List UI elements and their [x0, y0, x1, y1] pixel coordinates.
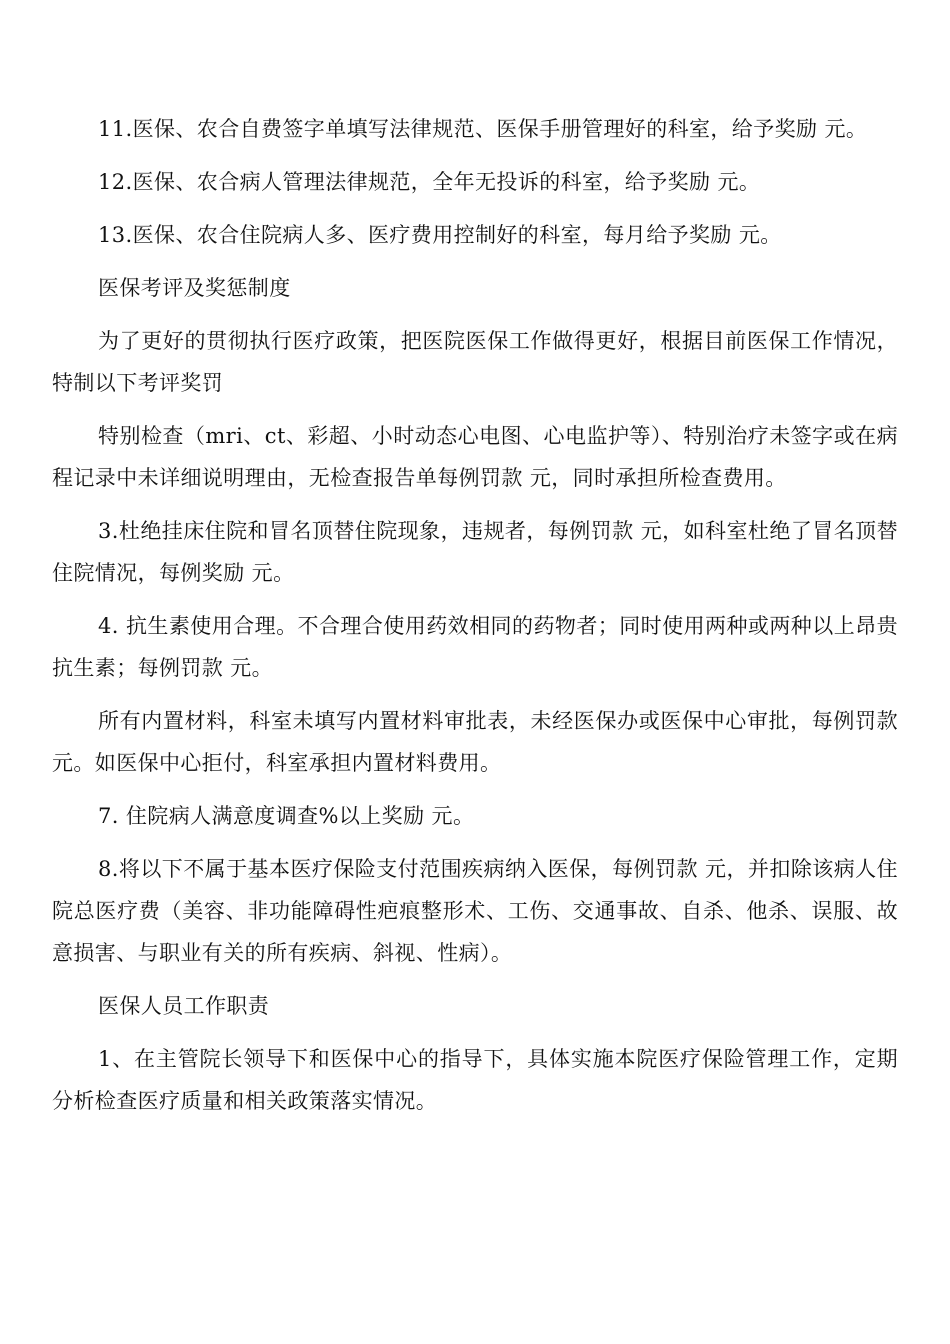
paragraph-duty-1: 1、在主管院长领导下和医保中心的指导下，具体实施本院医疗保险管理工作，定期分析检查医疗质量和相关政策落实情况。 [52, 1047, 898, 1113]
paragraph-implant-materials: 所有内置材料，科室未填写内置材料审批表，未经医保办或医保中心审批，每例罚款 元。如医保中心拒付，科室承担内置材料费用。 [52, 709, 898, 775]
section-title-staff-duties: 医保人员工作职责 [98, 994, 270, 1018]
section-title-evaluation: 医保考评及奖惩制度 [98, 276, 291, 300]
paragraph-item-8: 8.将以下不属于基本医疗保险支付范围疾病纳入医保，每例罚款 元，并扣除该病人住院总医疗费（美容、非功能障碍性疤痕整形术、工伤、交通事故、自杀、他杀、误服、故意损害、与职业有关的所有疾病、斜视、性病）。 [52, 857, 898, 965]
paragraph-item-11: 11.医保、农合自费签字单填写法律规范、医保手册管理好的科室，给予奖励 元。 [98, 117, 868, 141]
paragraph-item-3: 3.杜绝挂床住院和冒名顶替住院现象，违规者，每例罚款 元，如科室杜绝了冒名顶替住院情况，每例奖励 元。 [52, 519, 898, 585]
section-intro-evaluation: 为了更好的贯彻执行医疗政策，把医院医保工作做得更好，根据目前医保工作情况，特制以下考评奖罚 [52, 329, 898, 395]
paragraph-item-4: 4. 抗生素使用合理。不合理合使用药效相同的药物者；同时使用两种或两种以上昂贵抗生素；每例罚款 元。 [52, 614, 898, 680]
paragraph-special-examination: 特别检查（mri、ct、彩超、小时动态心电图、心电监护等）、特别治疗未签字或在病程记录中未详细说明理由，无检查报告单每例罚款 元，同时承担所检查费用。 [52, 424, 898, 490]
paragraph-item-7: 7. 住院病人满意度调查%以上奖励 元。 [98, 804, 475, 828]
paragraph-item-12: 12.医保、农合病人管理法律规范，全年无投诉的科室，给予奖励 元。 [98, 170, 761, 194]
paragraph-item-13: 13.医保、农合住院病人多、医疗费用控制好的科室，每月给予奖励 元。 [98, 223, 782, 247]
